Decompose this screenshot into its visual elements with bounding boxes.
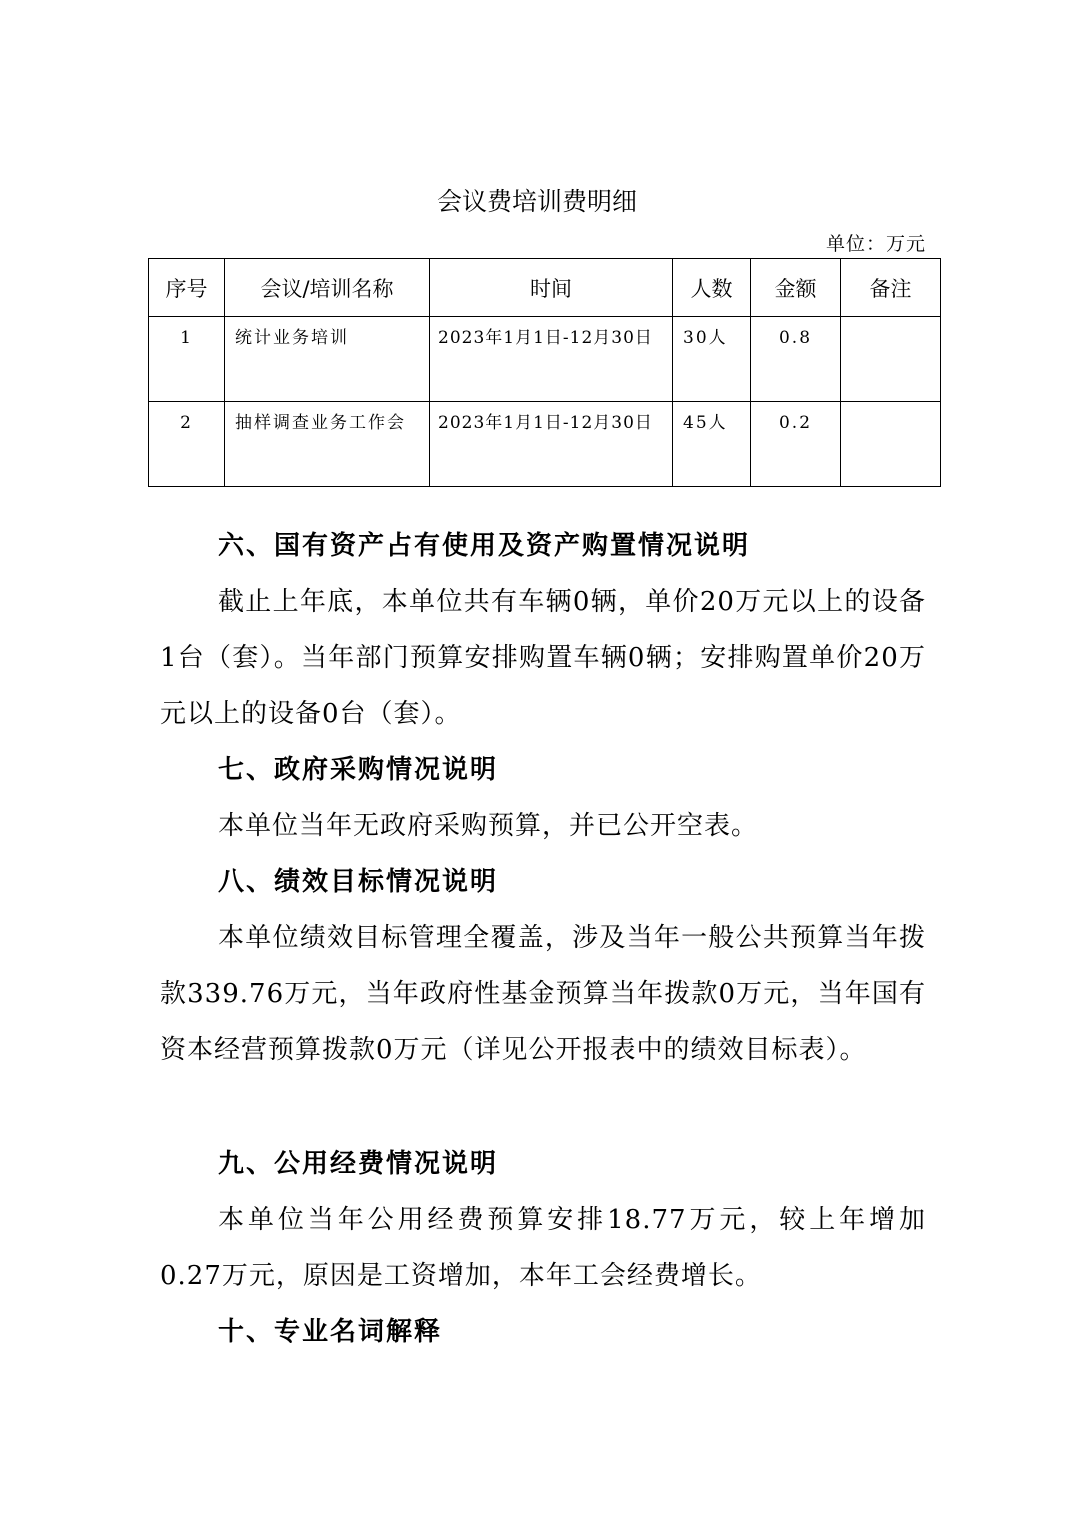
cell-note (841, 317, 941, 402)
header-time: 时间 (430, 259, 673, 317)
cell-time: 2023年1月1日-12月30日 (430, 402, 673, 487)
header-amount: 金额 (751, 259, 841, 317)
section-10-heading: 十、专业名词解释 (218, 1317, 443, 1347)
cell-no: 2 (149, 402, 225, 487)
section-7-text: 本单位当年无政府采购预算，并已公开空表。 (218, 811, 759, 841)
cell-people: 45人 (673, 402, 751, 487)
cell-name: 统计业务培训 (225, 317, 430, 402)
section-8-text: 本单位绩效目标管理全覆盖，涉及当年一般公共预算当年拨款339.76万元，当年政府性基金预算当年拨款0万元，当年国有资本经营预算拨款0万元（详见公开报表中的绩效目标表）。 (160, 923, 926, 1065)
header-people: 人数 (673, 259, 751, 317)
section-6-text: 截止上年底，本单位共有车辆0辆，单价20万元以上的设备1台（套）。当年部门预算安排购置车辆0辆；安排购置单价20万元以上的设备0台（套）。 (160, 587, 926, 729)
cell-time: 2023年1月1日-12月30日 (430, 317, 673, 402)
section-7-heading: 七、政府采购情况说明 (218, 755, 499, 785)
fee-table (148, 258, 941, 487)
cell-amount: 0.2 (751, 402, 841, 487)
cell-note (841, 402, 941, 487)
unit-label: 单位：万元 (825, 233, 926, 255)
cell-no: 1 (149, 317, 225, 402)
table-title: 会议费培训费明细 (436, 187, 637, 216)
table-header-row (149, 259, 941, 317)
cell-amount: 0.8 (751, 317, 841, 402)
section-9-heading: 九、公用经费情况说明 (218, 1149, 499, 1179)
section-6-heading: 六、国有资产占有使用及资产购置情况说明 (218, 531, 751, 561)
header-no: 序号 (149, 259, 225, 317)
header-name: 会议/培训名称 (225, 259, 430, 317)
section-8-heading: 八、绩效目标情况说明 (218, 867, 499, 897)
cell-people: 30人 (673, 317, 751, 402)
table-row (149, 402, 941, 487)
section-9-text: 本单位当年公用经费预算安排18.77万元，较上年增加0.27万元，原因是工资增加，本年工会经费增长。 (160, 1205, 926, 1291)
header-note: 备注 (841, 259, 941, 317)
table-row (149, 317, 941, 402)
cell-name: 抽样调查业务工作会 (225, 402, 430, 487)
